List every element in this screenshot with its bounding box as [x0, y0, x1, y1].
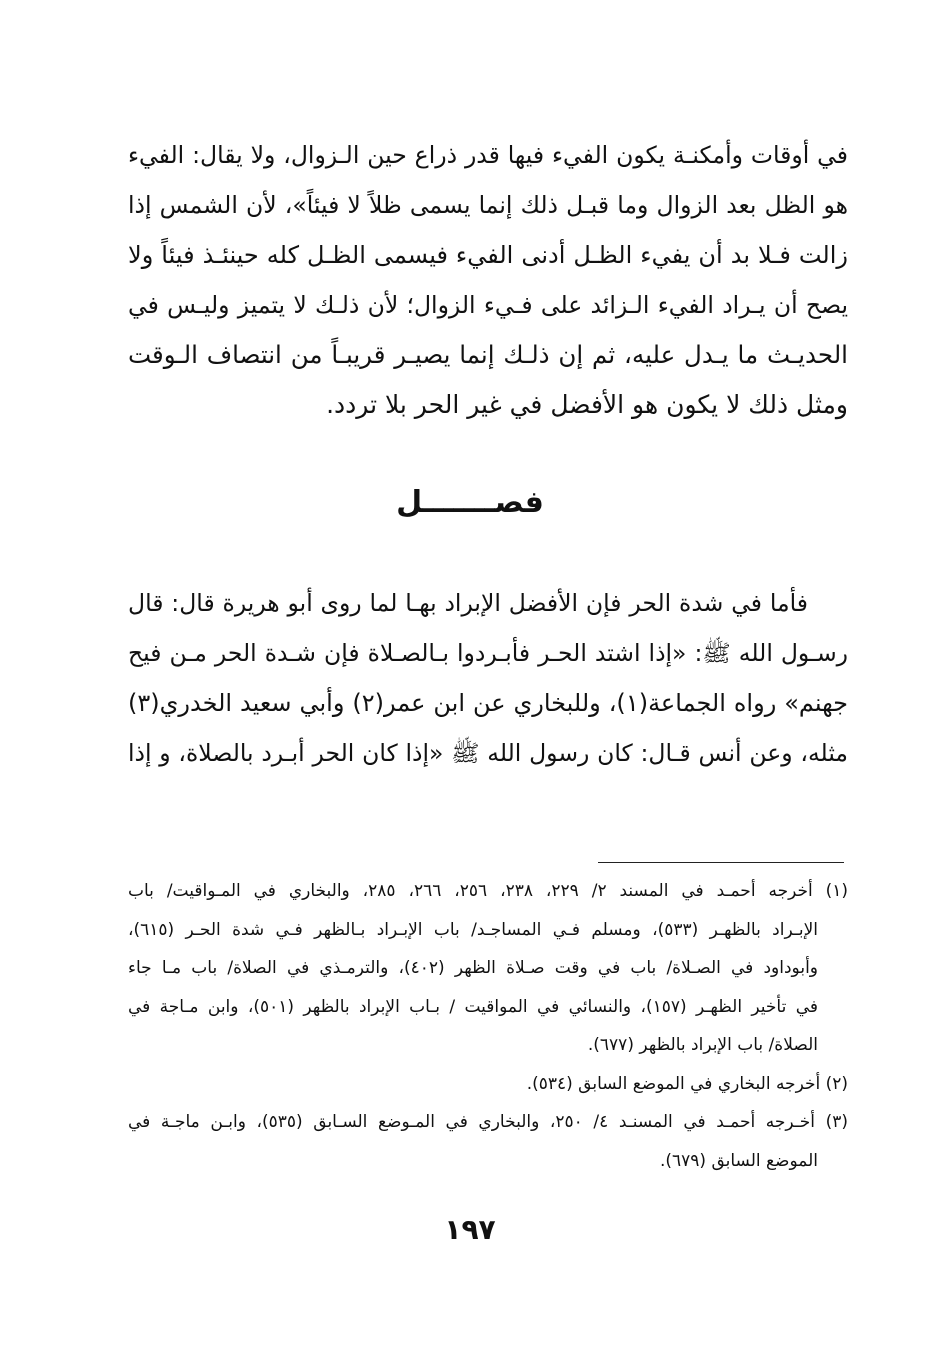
text-line: يصح أن يـراد الفيء الـزائد على فـيء الزوال؛ لأن ذلـك لا يتميز وليـس في [128, 291, 848, 319]
footnote-line: وأبوداود في الصـلاة/ باب في وقت صـلاة الظهر (٤٠٢)، والترمـذي في الصلاة/ باب مـا جاء [128, 958, 818, 978]
text-line: هو الظل بعد الزوال وما قبـل ذلك إنما يسمى ظلاً لا فيئاً»، لأن الشمس إذا [128, 191, 848, 219]
footnote-line: الموضع السابق (٦٧٩). [659, 1150, 818, 1171]
page-number: ١٩٧ [444, 1213, 496, 1246]
text-line: في أوقات وأمكنـة يكون الفيء فيها قدر ذراع حين الـزوال، ولا يقال: الفيء [128, 141, 848, 169]
text-line: الحديـث ما يـدل عليه، ثم إن ذلـك إنما يصيـر قريبـاً من انتصاف الـوقت [128, 340, 848, 369]
footnote-line: (٣) أخـرجه أحمـد في المسنـد ٤/ ٢٥٠، والبخاري في المـوضع السـابق (٥٣٥)، وابـن ماجـة في [128, 1112, 848, 1132]
text-line: مثله، وعن أنس قـال: كان رسول الله ﷺ «إذا كان الحر أبـرد بالصلاة، و إذا [128, 739, 848, 767]
text-line: رسـول الله ﷺ: «إذا اشتد الحـر فأبـردوا بـالصـلاة فإن شـدة الحر مـن فيح [128, 639, 848, 667]
footnote-line: الإبـراد بالظهـر (٥٣٣)، ومسلم فـي المساجـد/ باب الإبـراد بـالظهر فـي شدة الحـر (٦١٥)، [128, 919, 818, 940]
footnote-line: الصلاة/ باب الإبراد بالظهر (٦٧٧). [587, 1035, 818, 1055]
footnotes [128, 872, 848, 1180]
text-line: ومثل ذلك لا يكون هو الأفضل في غير الحر بلا تردد. [326, 390, 848, 419]
footnote-divider [598, 862, 844, 863]
paragraph-1 [128, 130, 848, 430]
footnote-line: في تأخير الظهـر (١٥٧)، والنسائي في المواقيت / بـاب الإبراد بالظهر (٥٠١)، وابن مـاجة في [128, 996, 818, 1017]
text-line: جهنم» رواه الجماعة(١)، وللبخاري عن ابن عمر(٢) وأبي سعيد الخدري(٣) [128, 689, 849, 717]
footnote-line: (١) أخرجه أحمـد في المسند ٢/ ٢٢٩، ٢٣٨، ٢٥٦، ٢٦٦، ٢٨٥، والبخاري في المـواقيت/ باب [128, 881, 849, 901]
footnote-line: (٢) أخرجه البخاري في الموضع السابق (٥٣٤). [526, 1073, 848, 1094]
text-line: فأما في شدة الحر فإن الأفضل الإبراد بهـا لما روى أبو هريرة قال: قال [128, 589, 808, 617]
text-line: زالت فـلا بد أن يفيء الظـل أدنى الفيء فيسمى الظـل كله حينئـذ فيئاً ولا [128, 241, 848, 269]
paragraph-2 [128, 578, 848, 778]
section-heading: فصـــــــل [396, 485, 544, 520]
